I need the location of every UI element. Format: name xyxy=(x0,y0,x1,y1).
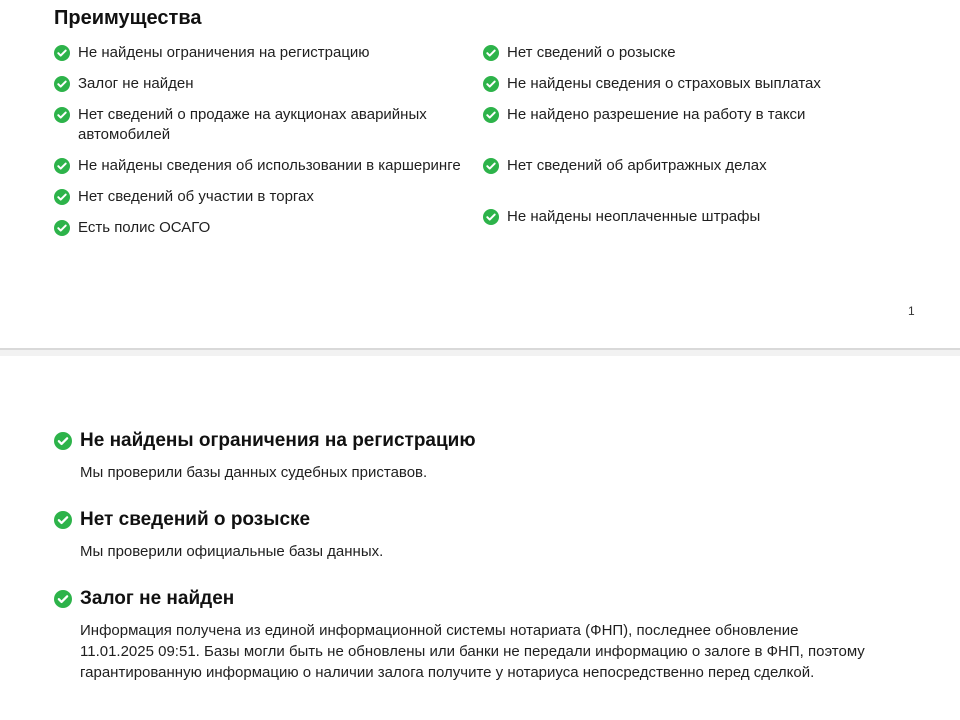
check-circle-icon xyxy=(483,209,499,225)
advantages-left-column xyxy=(54,43,464,249)
advantage-text: Не найдены ограничения на регистрацию xyxy=(78,44,370,61)
advantage-text: Нет сведений о розыске xyxy=(507,44,676,61)
summary-page xyxy=(0,0,960,348)
advantage-item xyxy=(54,105,464,145)
check-circle-icon xyxy=(483,76,499,92)
advantage-item xyxy=(483,43,903,63)
advantage-item xyxy=(483,207,903,227)
detail-block xyxy=(54,509,874,562)
details-section xyxy=(54,430,874,709)
detail-title: Нет сведений о розыске xyxy=(80,509,311,530)
check-circle-icon xyxy=(54,220,70,236)
detail-header xyxy=(54,588,874,610)
advantage-text: Нет сведений о продаже на аукционах аварийных автомобилей xyxy=(78,106,427,143)
detail-block xyxy=(54,430,874,483)
detail-title: Залог не найден xyxy=(80,588,235,609)
check-circle-icon xyxy=(483,45,499,61)
check-circle-icon xyxy=(54,45,70,61)
check-circle-icon xyxy=(54,158,70,174)
page-number: 1 xyxy=(908,304,915,318)
check-circle-icon xyxy=(54,590,72,608)
check-circle-icon xyxy=(54,432,72,450)
detail-text: Информация получена из единой информационной системы нотариата (ФНП), последнее обновление 11.01.2025 09:51. Базы могли быть не обновлены или банки не передали информацию о залоге в ФНП, поэтому гарантированную информацию о наличии залога получите у нотариуса непосредственно перед сделкой. xyxy=(80,622,865,681)
detail-block xyxy=(54,588,874,683)
advantage-item xyxy=(54,187,464,207)
advantage-text: Не найдены сведения о страховых выплатах xyxy=(507,75,821,92)
advantages-right-column xyxy=(483,43,903,238)
check-circle-icon xyxy=(54,511,72,529)
advantage-item xyxy=(54,218,464,238)
advantage-item xyxy=(483,156,903,176)
advantage-text: Не найдено разрешение на работу в такси xyxy=(507,106,806,123)
advantage-text: Есть полис ОСАГО xyxy=(78,219,211,236)
page-gap xyxy=(0,350,960,356)
check-circle-icon xyxy=(483,158,499,174)
check-circle-icon xyxy=(54,76,70,92)
check-circle-icon xyxy=(483,107,499,123)
check-circle-icon xyxy=(54,189,70,205)
check-circle-icon xyxy=(54,107,70,123)
detail-header xyxy=(54,430,874,452)
detail-header xyxy=(54,509,874,531)
advantage-item xyxy=(483,74,903,94)
advantage-item xyxy=(54,74,464,94)
section-title: Преимущества xyxy=(54,7,202,29)
detail-title: Не найдены ограничения на регистрацию xyxy=(80,430,476,451)
detail-text: Мы проверили базы данных судебных приставов. xyxy=(80,464,428,481)
advantage-text: Нет сведений об участии в торгах xyxy=(78,188,314,205)
advantage-item xyxy=(54,156,464,176)
advantage-item xyxy=(54,43,464,63)
advantage-text: Нет сведений об арбитражных делах xyxy=(507,157,767,174)
advantage-text: Не найдены неоплаченные штрафы xyxy=(507,208,761,225)
detail-text: Мы проверили официальные базы данных. xyxy=(80,543,384,560)
advantage-text: Залог не найден xyxy=(78,75,194,92)
advantage-text: Не найдены сведения об использовании в каршеринге xyxy=(78,157,461,174)
advantage-item xyxy=(483,105,903,125)
